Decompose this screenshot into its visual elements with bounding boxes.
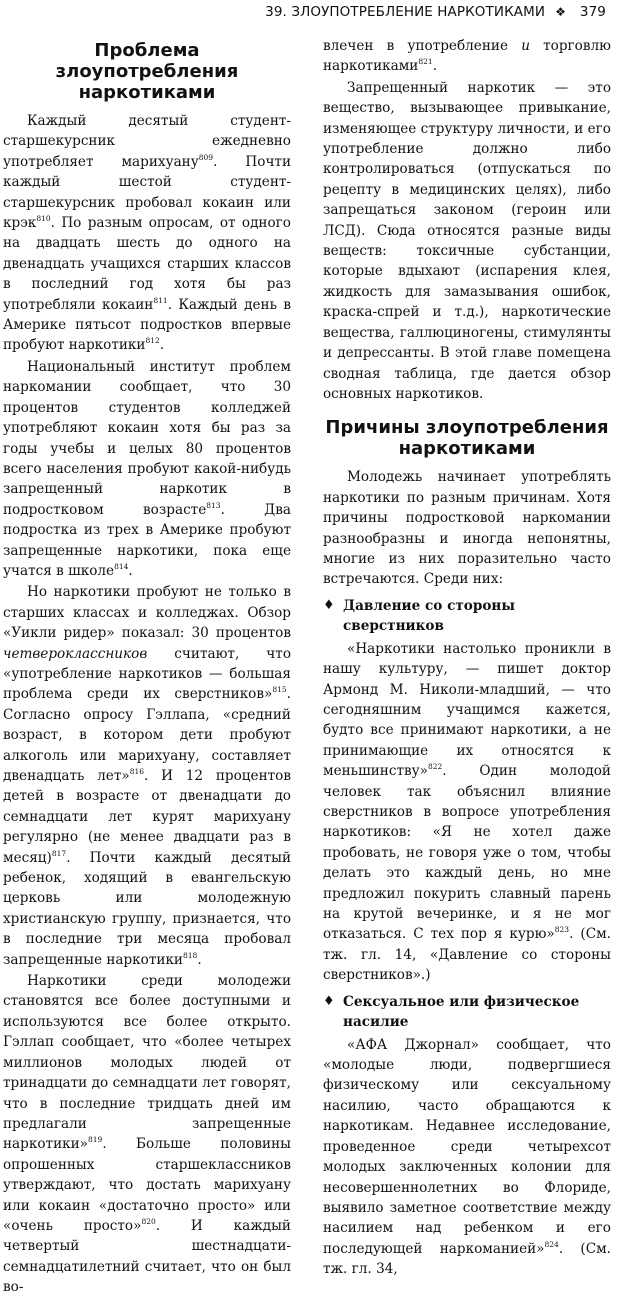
emphasis: четвероклассников	[3, 645, 148, 662]
footnote-ref: 816	[129, 767, 145, 776]
section-title-causes: Причины злоупотребления наркотиками	[325, 417, 609, 460]
paragraph: Запрещенный наркотик — это вещество, вызывающее привыкание, изменяющее структуру личности, и его употребление должно либо контролироваться (отпускаться по рецепту в медицинских целях), либо запрещаться законом (героин или ЛСД). Сюда относятся разные виды веществ: токсичные субстанции, которые вдыхают (испарения клея, жидкость для замазывания ошибок, краска-спрей и т.д.), наркотические вещества, галлюциногены, стимулянты и депрессанты. В этой главе помещена сводная таблица, где дается обзор основных наркотиков.	[323, 79, 611, 402]
paragraph: Наркотики среди молодежи становятся все более доступными и используются все более открыто. Гэллап сообщает, что «более четырех миллионов молодых людей от тринадцати до семнадцати лет говорят, что в последние тридцать дней им предлагали запрещенные наркотики»$^{819}$. Больше половины опрошенных старшеклассников утверждают, что достать марихуану или кокаин «достаточно просто» или «очень просто»$^{820}$. И каждый четвертый шестнадцати-семнадцатилетний считает, что он был во-	[3, 973, 291, 1296]
emphasis: и	[521, 38, 530, 54]
section-body-problem	[3, 111, 291, 1298]
footnote-ref: 818	[183, 950, 198, 960]
running-head-separator-icon: ❖	[555, 5, 566, 19]
paragraph: Молодежь начинает употреблять наркотики по разным причинам. Хотя причины подростковой наркомании разнообразны и иногда непонятны, многие из них поразительно часто встречаются. Среди них:	[323, 469, 611, 588]
running-head-chapter: 39. ЗЛОУПОТРЕБЛЕНИЕ НАРКОТИКАМИ	[265, 4, 546, 20]
footnote-ref: 817	[51, 848, 67, 858]
paragraph: влечен в употребление и торговлю наркотиками$^{821}$.	[323, 38, 611, 75]
footnote-ref: 822	[427, 762, 443, 772]
running-head	[265, 4, 606, 20]
section-title-problem: Проблема злоупотребления наркотиками	[55, 40, 239, 103]
footnote-ref: 823	[554, 925, 570, 935]
footnote-ref: 824	[544, 1239, 559, 1249]
section-body-causes-intro	[323, 467, 611, 589]
continued-text	[323, 36, 611, 404]
page-number: 379	[579, 4, 606, 20]
diamond-bullet-icon: ♦	[323, 597, 335, 613]
left-column	[3, 40, 291, 1298]
footnote-ref: 812	[145, 336, 160, 346]
footnote-ref: 809	[198, 152, 214, 162]
subsection-title-peer-pressure: Давление со стороны сверстников	[343, 597, 515, 634]
subsection-title-abuse: Сексуальное или физическое насилие	[343, 993, 580, 1030]
footnote-ref: 814	[114, 561, 129, 571]
subsection-body-abuse	[323, 1035, 611, 1280]
footnote-ref: 819	[88, 1135, 103, 1145]
paragraph: «Наркотики настолько проникли в нашу культуру, — пишет доктор Армонд М. Николи-младший, — что сегодняшним учащимся кажется, будто все принимают наркотики, а не принимающие их относятся к меньшинству»$^{822}$. Один молодой человек так объяснил влияние сверстников в вопросе употребления наркотиков: «Я не хотел даже пробовать, не говоря уже о том, чтобы делать это каждый день, но мне предложил покурить славный парень на крутой вечеринке, и я не мог отказаться. С тех пор я курю»$^{823}$. (См. тж. гл. 14, «Давление со стороны сверстников».)	[323, 640, 611, 984]
paragraph: Национальный институт проблем наркомании сообщает, что 30 процентов студентов колледжей употребляют кокаин хотя бы раз за годы учебы и целых 80 процентов всего населения пробуют какой-нибудь запрещенный наркотик в подростковом возрасте$^{813}$. Два подростка из трех в Америке пробуют запрещенные наркотики, пока еще учатся в школе$^{814}$.	[3, 358, 291, 579]
diamond-bullet-icon: ♦	[323, 993, 335, 1009]
subsection-heading-abuse	[323, 992, 611, 1032]
subsection-heading-peer-pressure	[323, 596, 611, 636]
footnote-ref: 810	[36, 214, 51, 224]
subsection-body-peer-pressure	[323, 639, 611, 986]
footnote-ref: 813	[206, 500, 221, 510]
paragraph: Каждый десятый студент-старшекурсник ежедневно употребляет марихуану$^{809}$. Почти каждый шестой студент-старшекурсник пробовал кокаин или крэк$^{810}$. По разным опросам, от одного на двадцать шесть до одного на двенадцать учащихся старших классов в последний год хотя бы раз употребляли кокаин$^{811}$. Каждый день в Америке пятьсот подростков впервые пробуют наркотики$^{812}$.	[3, 113, 292, 354]
footnote-ref: 820	[141, 1216, 156, 1226]
right-column	[323, 36, 611, 1280]
paragraph: «АФА Джорнал» сообщает, что «молодые люди, подвергшиеся физическому или сексуальному насилию, часто обращаются к наркотикам. Недавнее исследование, проведенное среди четырехсот молодых заключенных колонии для несовершеннолетних во Флориде, выявило заметное соответствие между насилием над ребенком и его последующей наркоманией»$^{824}$. (См. тж. гл. 34,	[323, 1036, 611, 1278]
paragraph: Но наркотики пробуют не только в старших классах и колледжах. Обзор «Уикли ридер» показал: 30 процентов четвероклассников считают, что «употребление наркотиков — большая проблема среди их сверстников»$^{815}$. Согласно опросу Гэллапа, «средний возраст, в котором дети пробуют алкоголь или марихуану, составляет двенадцать лет»$^{816}$. И 12 процентов детей в возрасте от двенадцати до семнадцати лет курят марихуану регулярно (не менее двадцати раз в месяц)$^{817}$. Почти каждый десятый ребенок, ходящий в евангельскую церковь или молодежную христианскую группу, признается, что в последние три месяца пробовал запрещенные наркотики$^{818}$.	[3, 584, 291, 968]
footnote-ref: 815	[272, 685, 287, 695]
footnote-ref: 811	[153, 295, 168, 305]
footnote-ref: 821	[418, 57, 433, 67]
